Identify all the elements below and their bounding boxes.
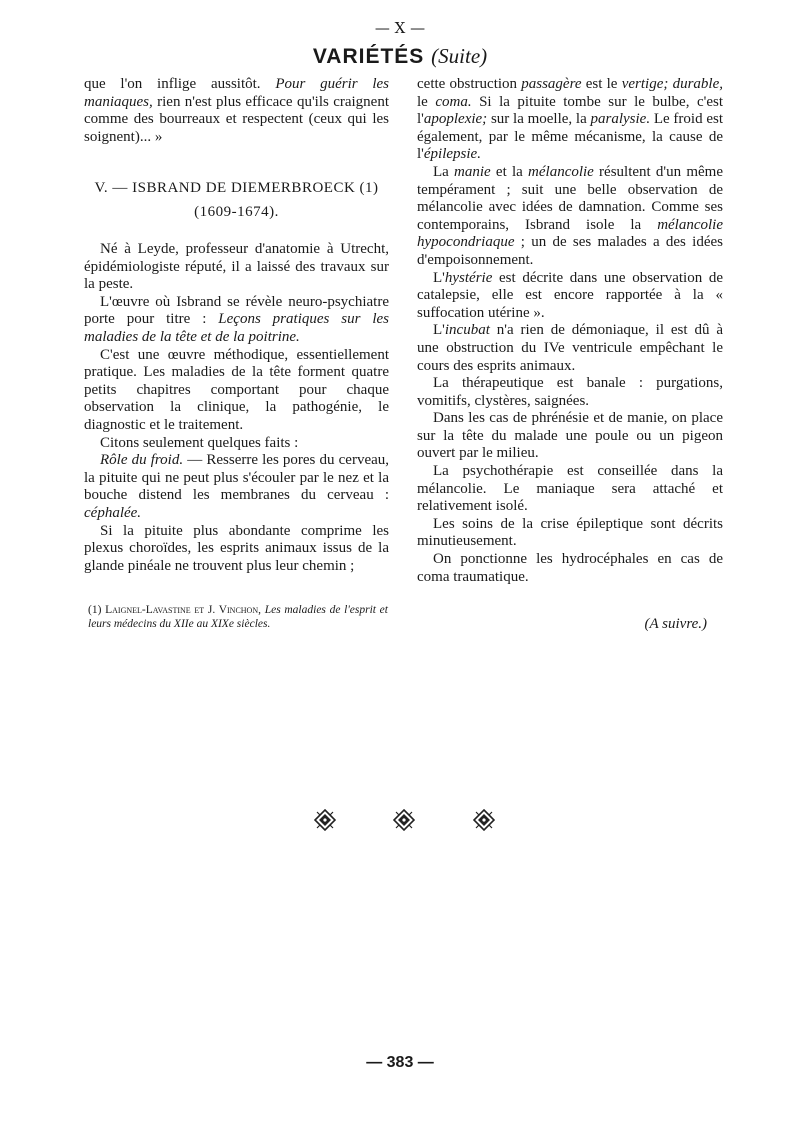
- text-run-italic: épilepsie.: [423, 146, 481, 163]
- text-run-italic: hystérie: [444, 269, 493, 286]
- page-title: [0, 44, 800, 69]
- footnote-number: (1): [88, 604, 106, 616]
- paragraph: [417, 270, 723, 323]
- title-suffix: (Suite): [431, 44, 488, 68]
- paragraph: Né à Leyde, professeur d'anatomie à Utrecht, épidémiologiste réputé, il a laissé des travaux sur la peste.: [84, 241, 389, 293]
- text-run: rien n'est plus efficace qu'ils craignent comme des bourreaux et respectent (ceux qui les soignent)... »: [84, 93, 389, 145]
- page-number: — 383 —: [366, 1054, 434, 1071]
- paragraph: La thérapeutique est banale : purgations, vomitifs, clystères, saignées.: [417, 375, 723, 409]
- fleuron-icon: [393, 809, 415, 835]
- text-run-italic: paralysie.: [590, 111, 651, 128]
- text-run: le: [417, 93, 436, 110]
- paragraph: [84, 294, 389, 347]
- paragraph: Dans les cas de phrénésie et de manie, on place sur la tête du malade une poule ou un pigeon ouvert par le milieu.: [417, 410, 723, 462]
- text-run-italic: manie: [454, 163, 491, 180]
- title-text: VARIÉTÉS: [312, 45, 425, 68]
- paragraph: Citons seulement quelques faits :: [100, 434, 299, 451]
- text-run-italic: coma.: [435, 93, 472, 110]
- section-number: — X —: [374, 19, 426, 37]
- text-run: résultent d'un même tempérament ; suit une belle observation de mélancolie avec idées de damnation. Comme ses contemporains, Isbrand isole la: [417, 163, 723, 233]
- text-run-italic: Leçons pratiques sur les maladies de la tête et de la poitrine.: [84, 311, 390, 345]
- paragraph: [84, 76, 389, 146]
- text-run: sur la moelle, la: [487, 111, 591, 128]
- right-column: [417, 76, 723, 586]
- text-run-italic: passagère: [521, 76, 582, 92]
- text-run-italic: vertige; durable,: [621, 76, 723, 92]
- paragraph: Les soins de la crise épileptique sont décrits minutieusement.: [417, 515, 723, 550]
- text-run-italic: apoplexie;: [423, 111, 488, 128]
- section-heading-title: V. — ISBRAND DE DIEMERBROECK (1): [94, 180, 379, 196]
- footnote-title: Les maladies de l'esprit et leurs médecins du XIIe au XIXe siècles.: [88, 604, 388, 630]
- text-run: Le froid est également, par le même mécanisme, la cause de l': [417, 111, 723, 163]
- text-run-italic: céphalée.: [84, 504, 142, 521]
- paragraph: Si la pituite plus abondante comprime les plexus choroïdes, les esprits animaux issus de la glande pinéale ne trouvent plus leur chemin ;: [84, 522, 389, 574]
- text-run: et la: [490, 163, 529, 180]
- text-run: ; un de ses malades a des idées d'empoisonnement.: [417, 234, 723, 268]
- text-run: — Resserre les pores du cerveau, la pituite qui ne peut plus s'écouler par le nez et la bouche distend les membranes du cerveau :: [84, 452, 390, 504]
- footnote: [88, 603, 388, 631]
- paragraph: La psychothérapie est conseillée dans la mélancolie. Le maniaque sera attaché et relativement isolé.: [417, 463, 723, 515]
- text-run-italic: incubat: [444, 322, 490, 339]
- text-run: est décrite dans une observation de catalepsie, elle est encore rapportée à la « suffocation utérine ».: [417, 269, 723, 321]
- text-run: L'œuvre où Isbrand se révèle neuro-psychiatre porte pour titre :: [84, 293, 389, 328]
- fleuron-icon: [473, 809, 495, 835]
- text-run-italic: mélancolie hypocondriaque: [417, 216, 723, 251]
- text-run-italic: mélancolie: [528, 163, 594, 180]
- text-run-italic: Rôle du froid.: [100, 452, 184, 469]
- left-column: [84, 76, 389, 146]
- left-column-body: [84, 241, 389, 575]
- text-run: cette obstruction: [417, 76, 522, 92]
- text-run-italic: Pour guérir les maniaques,: [84, 76, 389, 110]
- section-heading-dates: (1609-1674).: [194, 204, 279, 220]
- paragraph: On ponctionne les hydrocéphales en cas de coma traumatique.: [417, 551, 723, 585]
- footnote-authors: Laignel-Lavastine et J. Vinchon,: [105, 604, 261, 616]
- paragraph: [417, 76, 723, 164]
- paragraph: [84, 452, 389, 522]
- text-run: est le: [581, 76, 622, 92]
- text-run: que l'on inflige aussitôt.: [84, 76, 276, 92]
- fleuron-icon: [314, 809, 336, 835]
- section-heading: [84, 176, 389, 224]
- text-run: L': [433, 269, 445, 286]
- text-run: Si la pituite tombe sur le bulbe, c'est l': [417, 93, 723, 128]
- to-be-continued: (A suivre.): [644, 616, 707, 632]
- text-run: n'a rien de démoniaque, il est dû à une obstruction du IVe ventricule empêchant le cours des esprits animaux.: [417, 322, 723, 374]
- paragraph: C'est une œuvre méthodique, essentiellement pratique. Les maladies de la tête forment quatre petits chapitres comportant pour chaque observation la clinique, la pathogénie, le diagnostic et le traitement.: [84, 346, 389, 433]
- text-run: L': [433, 322, 445, 339]
- paragraph: [417, 322, 723, 375]
- paragraph: [417, 164, 723, 270]
- text-run: La: [433, 163, 455, 180]
